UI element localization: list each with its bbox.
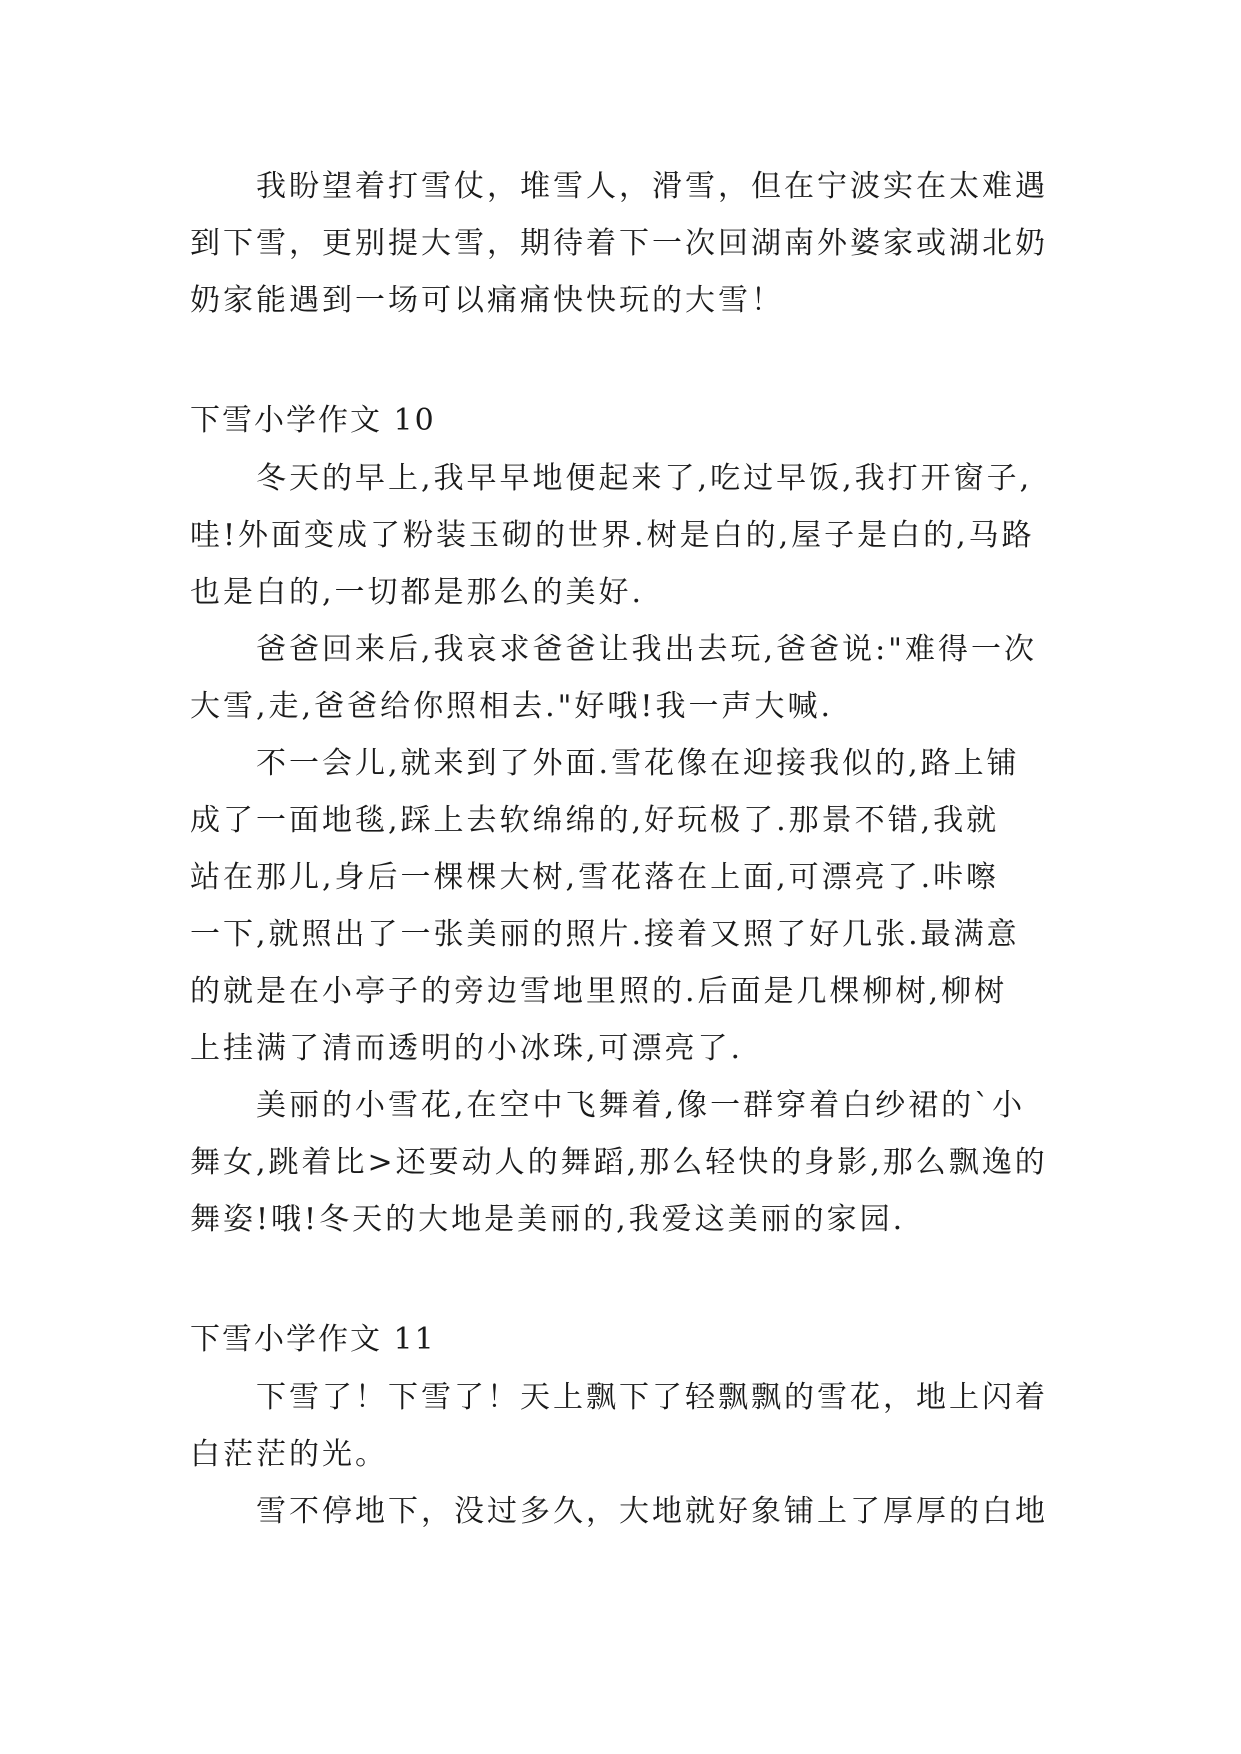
paragraph-line: 上挂满了清而透明的小冰珠,可漂亮了. bbox=[190, 1031, 744, 1066]
section11-paragraph-2 bbox=[190, 1483, 1050, 1540]
section10-paragraph-4 bbox=[190, 1077, 1050, 1248]
paragraph-line: 一下,就照出了一张美丽的照片.接着又照了好几张.最满意 bbox=[190, 917, 1020, 952]
paragraph-line: 的就是在小亭子的旁边雪地里照的.后面是几棵柳树,柳树 bbox=[190, 974, 1008, 1009]
paragraph-line: 到下雪，更别提大雪，期待着下一次回湖南外婆家或湖北奶 bbox=[190, 226, 1048, 261]
section10-paragraph-3 bbox=[190, 735, 1050, 1077]
section11-paragraph-1 bbox=[190, 1369, 1050, 1483]
paragraph-line: 舞女,跳着比>还要动人的舞蹈,那么轻快的身影,那么飘逸的 bbox=[190, 1145, 1048, 1180]
paragraph-line: 站在那儿,身后一棵棵大树,雪花落在上面,可漂亮了.咔嚓 bbox=[190, 860, 1000, 895]
paragraph-line: 成了一面地毯,踩上去软绵绵的,好玩极了.那景不错,我就 bbox=[190, 803, 1000, 838]
section10-paragraph-2 bbox=[190, 621, 1050, 735]
paragraph-line: 舞姿!哦!冬天的大地是美丽的,我爱这美丽的家园. bbox=[190, 1202, 906, 1237]
paragraph-line: 哇!外面变成了粉装玉砌的世界.树是白的,屋子是白的,马路 bbox=[190, 518, 1035, 553]
paragraph-line: 爸爸回来后,我哀求爸爸让我出去玩,爸爸说:"难得一次 bbox=[256, 632, 1037, 667]
paragraph-line: 下雪了！下雪了！天上飘下了轻飘飘的雪花，地上闪着 bbox=[256, 1380, 1048, 1415]
paragraph-line: 奶家能遇到一场可以痛痛快快玩的大雪！ bbox=[190, 283, 784, 318]
paragraph-line: 白茫茫的光。 bbox=[190, 1437, 388, 1472]
section-heading-11: 下雪小学作文 11 bbox=[190, 1322, 436, 1357]
paragraph-line: 大雪,走,爸爸给你照相去."好哦!我一声大喊. bbox=[190, 689, 833, 724]
section10-paragraph-1 bbox=[190, 450, 1050, 621]
intro-paragraph bbox=[190, 158, 1050, 329]
paragraph-line: 美丽的小雪花,在空中飞舞着,像一群穿着白纱裙的`小 bbox=[256, 1088, 1026, 1123]
paragraph-line: 雪不停地下，没过多久，大地就好象铺上了厚厚的白地 bbox=[256, 1494, 1048, 1529]
paragraph-line: 我盼望着打雪仗，堆雪人，滑雪，但在宁波实在太难遇 bbox=[256, 169, 1048, 204]
paragraph-line: 冬天的早上,我早早地便起来了,吃过早饭,我打开窗子, bbox=[256, 461, 1033, 496]
paragraph-line: 也是白的,一切都是那么的美好. bbox=[190, 575, 645, 610]
section-heading-10: 下雪小学作文 10 bbox=[190, 403, 436, 438]
paragraph-line: 不一会儿,就来到了外面.雪花像在迎接我似的,路上铺 bbox=[256, 746, 1020, 781]
